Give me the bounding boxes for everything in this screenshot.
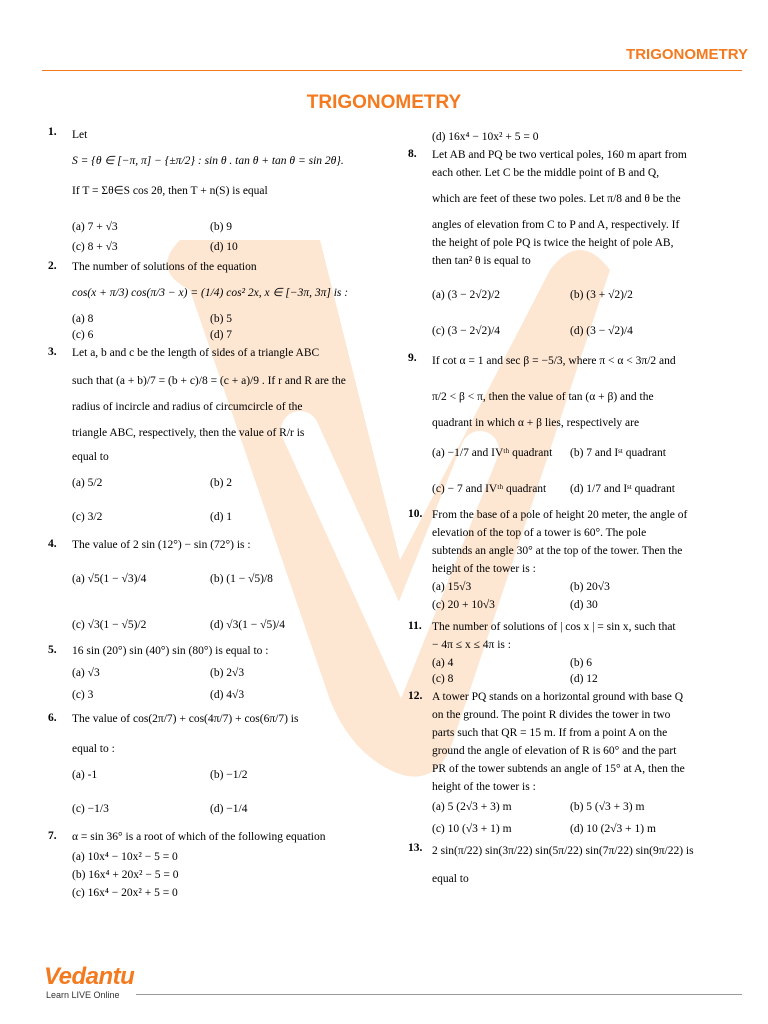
option-b: (b) 2 (210, 477, 233, 489)
option-c: (c) 20 + 10√3 (432, 599, 495, 611)
option-b: (b) 6 (570, 657, 593, 669)
option-c: (c) 10 (√3 + 1) m (432, 823, 512, 835)
question-text: From the base of a pole of height 20 meter, the angle of (432, 509, 688, 521)
question-text: on the ground. The point R divides the tower in two (432, 709, 671, 721)
question-number: 10. (408, 508, 423, 520)
question-number: 3. (48, 346, 57, 358)
question-text: A tower PQ stands on a horizontal ground with base Q (432, 691, 684, 703)
question-7-option-d: (d) 16x⁴ − 10x² + 5 = 0 (432, 131, 539, 143)
question-number: 2. (48, 260, 57, 272)
option-b: (b) 5 (210, 313, 233, 325)
option-c: (c) 8 + √3 (72, 241, 118, 253)
option-a: (a) 10x⁴ − 10x² − 5 = 0 (72, 851, 178, 863)
option-d: (d) 30 (570, 599, 598, 611)
question-text: The number of solutions of the equation (72, 261, 257, 273)
option-b: (b) 9 (210, 221, 233, 233)
option-b: (b) (1 − √5)/8 (210, 573, 273, 585)
option-d: (d) √3(1 − √5)/4 (210, 619, 285, 631)
question-number: 6. (48, 712, 57, 724)
page-title: TRIGONOMETRY (306, 92, 462, 113)
question-number: 8. (408, 148, 417, 160)
option-b: (b) −1/2 (210, 769, 248, 781)
question-text: triangle ABC, respectively, then the value of R/r is (72, 427, 305, 439)
right-column (398, 126, 743, 916)
question-text: parts such that QR = 15 m. If from a point A on the (432, 727, 668, 739)
question-text: equal to (432, 873, 469, 885)
option-b: (b) 5 (√3 + 3) m (570, 801, 645, 813)
question-math: S = {θ ∈ [−π, π] − {±π/2} : sin θ . tan θ + tan θ = sin 2θ}. (72, 155, 344, 167)
question-text: If cot α = 1 and sec β = −5/3, where π < α < 3π/2 and (432, 355, 676, 367)
question-number: 11. (408, 620, 422, 632)
question-text: radius of incircle and radius of circumcircle of the (72, 401, 303, 413)
option-a: (a) 8 (72, 313, 94, 325)
option-d: (d) −1/4 (210, 803, 248, 815)
question-text: The number of solutions of | cos x | = sin x, such that (432, 621, 676, 633)
option-a: (a) (3 − 2√2)/2 (432, 289, 501, 301)
option-b: (b) 20√3 (570, 581, 610, 593)
question-text: equal to (72, 451, 109, 463)
question-text: 16 sin (20°) sin (40°) sin (80°) is equal to : (72, 645, 269, 657)
question-text: the height of pole PQ is twice the height of pole AB, (432, 237, 674, 249)
question-text: subtends an angle 30° at the top of the tower. Then the (432, 545, 683, 557)
question-number: 5. (48, 644, 57, 656)
option-c: (c) 3/2 (72, 511, 103, 523)
question-number: 7. (48, 830, 57, 842)
option-d: (d) (3 − √2)/4 (570, 325, 633, 337)
question-text: equal to : (72, 743, 115, 755)
option-c: (c) − 7 and IVᵗʰ quadrant (432, 483, 547, 495)
question-text: PR of the tower subtends an angle of 15° at A, then the (432, 763, 685, 775)
option-a: (a) 4 (432, 657, 454, 669)
vedantu-tagline: Learn LIVE Online (46, 990, 120, 1000)
option-b: (b) (3 + √2)/2 (570, 289, 633, 301)
option-b: (b) 16x⁴ + 20x² − 5 = 0 (72, 869, 179, 881)
option-d: (d) 7 (210, 329, 233, 341)
option-d: (d) 12 (570, 673, 598, 685)
header-rule (42, 70, 742, 71)
option-c: (c) (3 − 2√2)/4 (432, 325, 501, 337)
option-d: (d) 4√3 (210, 689, 245, 701)
option-c: (c) √3(1 − √5)/2 (72, 619, 147, 631)
option-c: (c) 3 (72, 689, 94, 701)
question-text: Let (72, 129, 88, 141)
question-number: 13. (408, 842, 423, 854)
question-text: height of the tower is : (432, 781, 536, 793)
question-number: 4. (48, 538, 57, 550)
question-text: ground the angle of elevation of R is 60° and the part (432, 745, 677, 757)
question-math: 2 sin(π/22) sin(3π/22) sin(5π/22) sin(7π/22) sin(9π/22) is (432, 845, 694, 857)
option-c: (c) −1/3 (72, 803, 109, 815)
question-text: Let AB and PQ be two vertical poles, 160 m apart from (432, 149, 687, 161)
option-a: (a) √5(1 − √3)/4 (72, 573, 147, 585)
option-d: (d) 10 (210, 241, 238, 253)
left-column (38, 126, 383, 916)
question-number: 1. (48, 126, 57, 138)
option-a: (a) -1 (72, 769, 98, 781)
question-number: 12. (408, 690, 423, 702)
question-text: quadrant in which α + β lies, respectively are (432, 417, 640, 429)
question-number: 9. (408, 352, 417, 364)
option-a: (a) 5/2 (72, 477, 103, 489)
question-text: π/2 < β < π, then the value of tan (α + β) and the (432, 391, 654, 403)
option-b: (b) 7 and Iˢᵗ quadrant (570, 447, 666, 459)
running-header-title: TRIGONOMETRY (626, 46, 748, 63)
question-text: then tan² θ is equal to (432, 255, 531, 267)
question-math: cos(x + π/3) cos(π/3 − x) = (1/4) cos² 2x, x ∈ [−3π, 3π] is : (72, 287, 349, 299)
question-text: α = sin 36° is a root of which of the following equation (72, 831, 326, 843)
option-a: (a) 15√3 (432, 581, 472, 593)
option-d: (d) 1/7 and Iˢᵗ quadrant (570, 483, 675, 495)
question-text: height of the tower is : (432, 563, 536, 575)
question-text: The value of cos(2π/7) + cos(4π/7) + cos(6π/7) is (72, 713, 299, 725)
option-c: (c) 8 (432, 673, 454, 685)
question-text: such that (a + b)/7 = (b + c)/8 = (c + a)/9 . If r and R are the (72, 375, 346, 387)
question-text: each other. Let C be the middle point of B and Q, (432, 167, 660, 179)
question-text: Let a, b and c be the length of sides of a triangle ABC (72, 347, 320, 359)
question-text: If T = Σθ∈S cos 2θ, then T + n(S) is equal (72, 185, 268, 197)
option-d: (d) 10 (2√3 + 1) m (570, 823, 656, 835)
option-c: (c) 16x⁴ − 20x² + 5 = 0 (72, 887, 178, 899)
option-a: (a) 7 + √3 (72, 221, 118, 233)
question-text: The value of 2 sin (12°) − sin (72°) is : (72, 539, 251, 551)
question-text: − 4π ≤ x ≤ 4π is : (432, 639, 511, 651)
footer-rule (136, 994, 742, 995)
question-text: elevation of the top of a tower is 60°. The pole (432, 527, 647, 539)
option-a: (a) −1/7 and IVᵗʰ quadrant (432, 447, 553, 459)
question-text: angles of elevation from C to P and A, respectively. If (432, 219, 680, 231)
option-b: (b) 2√3 (210, 667, 245, 679)
question-text: which are feet of these two poles. Let π/8 and θ be the (432, 193, 681, 205)
option-c: (c) 6 (72, 329, 94, 341)
option-a: (a) √3 (72, 667, 100, 679)
option-d: (d) 1 (210, 511, 233, 523)
option-a: (a) 5 (2√3 + 3) m (432, 801, 512, 813)
vedantu-logo: Vedantu (44, 963, 135, 990)
